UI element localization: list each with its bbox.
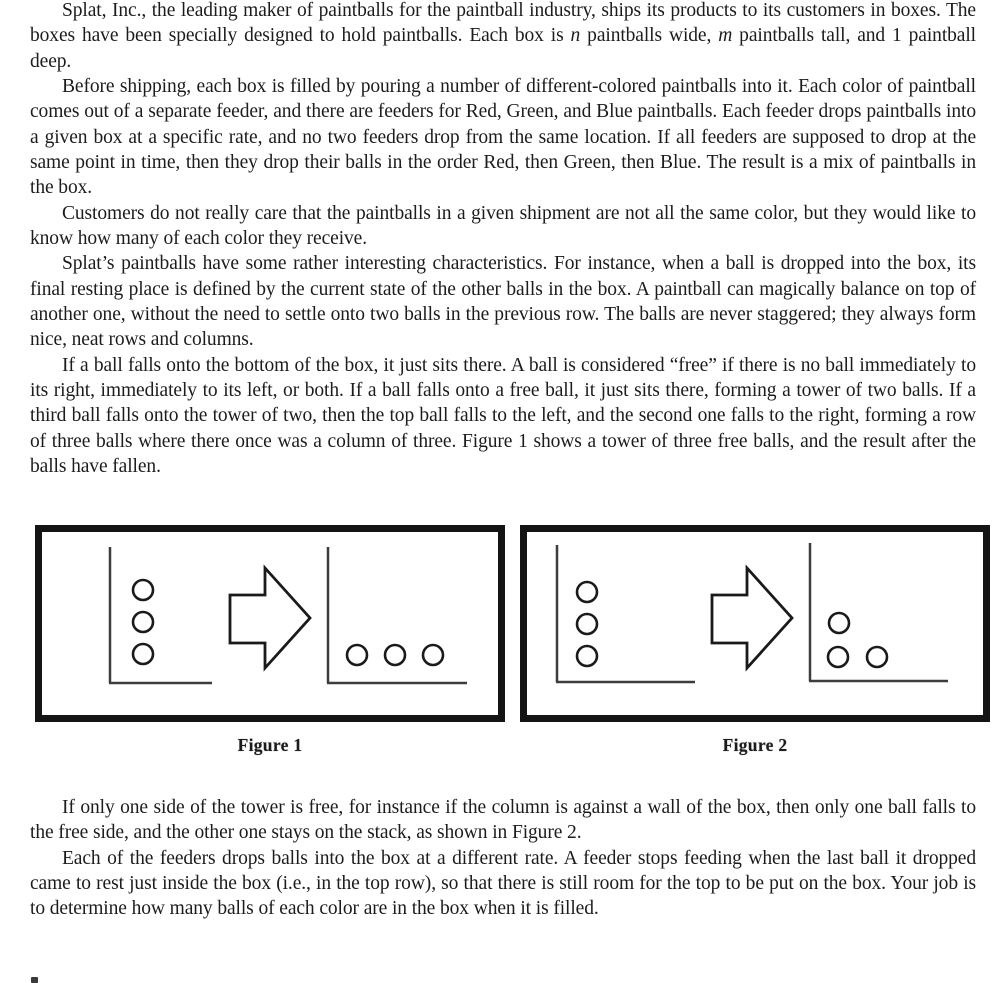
paragraph-4 [30, 251, 976, 352]
paintball-circle [347, 645, 367, 665]
figure-2-caption: Figure 2 [722, 735, 788, 755]
problem-statement-upper [30, 0, 976, 479]
paintball-circle [829, 613, 849, 633]
text-run: If only one side of the tower is free, for instance if the column is against a wall of the box, then only one ball falls to the free side, and the other one stays on the stack, as shown in Figure 2. [30, 797, 976, 844]
paragraph-7 [30, 846, 976, 922]
math-var-m: m [718, 25, 733, 47]
figure-2-image [520, 525, 990, 722]
text-run: Splat, Inc., the leading maker of paintballs for the paintball industry, ships its products to its customers in boxes. The boxes have been specially designed to hold paintballs. Each box is [30, 0, 976, 47]
balls-after [347, 645, 443, 665]
text-run: paintballs wide, [580, 25, 719, 47]
paintball-circle [423, 645, 443, 665]
figure-1 [35, 525, 505, 756]
paintball-circle [385, 645, 405, 665]
text-run: Splat’s paintballs have some rather interesting characteristics. For instance, when a ball is dropped into the box, its final resting place is defined by the current state of the other balls in the box. A paintball can magically balance on top of another one, without the need to settle onto two balls in the previous row. The balls are never staggered; they always form nice, neat rows and columns. [30, 253, 976, 351]
text-run: Each of the feeders drops balls into the box at a different rate. A feeder stops feeding when the last ball it dropped came to rest just inside the box (i.e., in the top row), so that there is still room for the top to be put on the box. Your job is to determine how many balls of each color are in the box when it is filled. [30, 847, 976, 920]
figure-2 [520, 525, 990, 756]
problem-statement-lower [30, 795, 976, 922]
paintball-circle [867, 647, 887, 667]
text-run: Customers do not really care that the paintballs in a given shipment are not all the same color, but they would like to know how many of each color they receive. [30, 202, 976, 249]
paintball-circle [577, 646, 597, 666]
paragraph-2 [30, 74, 976, 201]
clipped-text-fragment [31, 977, 38, 983]
paintball-circle [828, 647, 848, 667]
text-run: paintballs tall, and 1 paintball deep. [30, 25, 976, 72]
text-run: If a ball falls onto the bottom of the box, it just sits there. A ball is considered “free” if there is no ball immediately to its right, immediately to its left, or both. If a ball falls onto a free ball, it just sits there, forming a tower of two balls. If a third ball falls onto the tower of two, then the top ball falls to the left, and the second one falls to the right, forming a row of three balls where there once was a column of three. Figure 1 shows a tower of three free balls, and the result after the balls have fallen. [30, 354, 976, 477]
paintball-circle [133, 644, 153, 664]
math-var-n: n [570, 25, 581, 47]
paintball-circle [577, 582, 597, 602]
figure-1-image [35, 525, 505, 722]
balls-before [133, 580, 153, 664]
figure-1-caption: Figure 1 [237, 735, 303, 755]
paragraph-6 [30, 795, 976, 846]
paintball-circle [133, 580, 153, 600]
text-run: Before shipping, each box is filled by pouring a number of different-colored paintballs into it. Each color of paintball comes out of a separate feeder, and there are feeders for Red, Green, and Blue paintballs. Each feeder drops paintballs into a given box at a specific rate, and no two feeders drop from the same location. If all feeders are supposed to drop at the same point in time, then they drop their balls in the order Red, then Green, then Blue. The result is a mix of paintballs in the box. [30, 75, 976, 199]
paragraph-3 [30, 201, 976, 252]
paintball-circle [577, 614, 597, 634]
balls-before [577, 582, 597, 666]
paragraph-1 [30, 0, 976, 74]
figures-row [35, 525, 990, 756]
paintball-circle [133, 612, 153, 632]
paragraph-5 [30, 353, 976, 480]
